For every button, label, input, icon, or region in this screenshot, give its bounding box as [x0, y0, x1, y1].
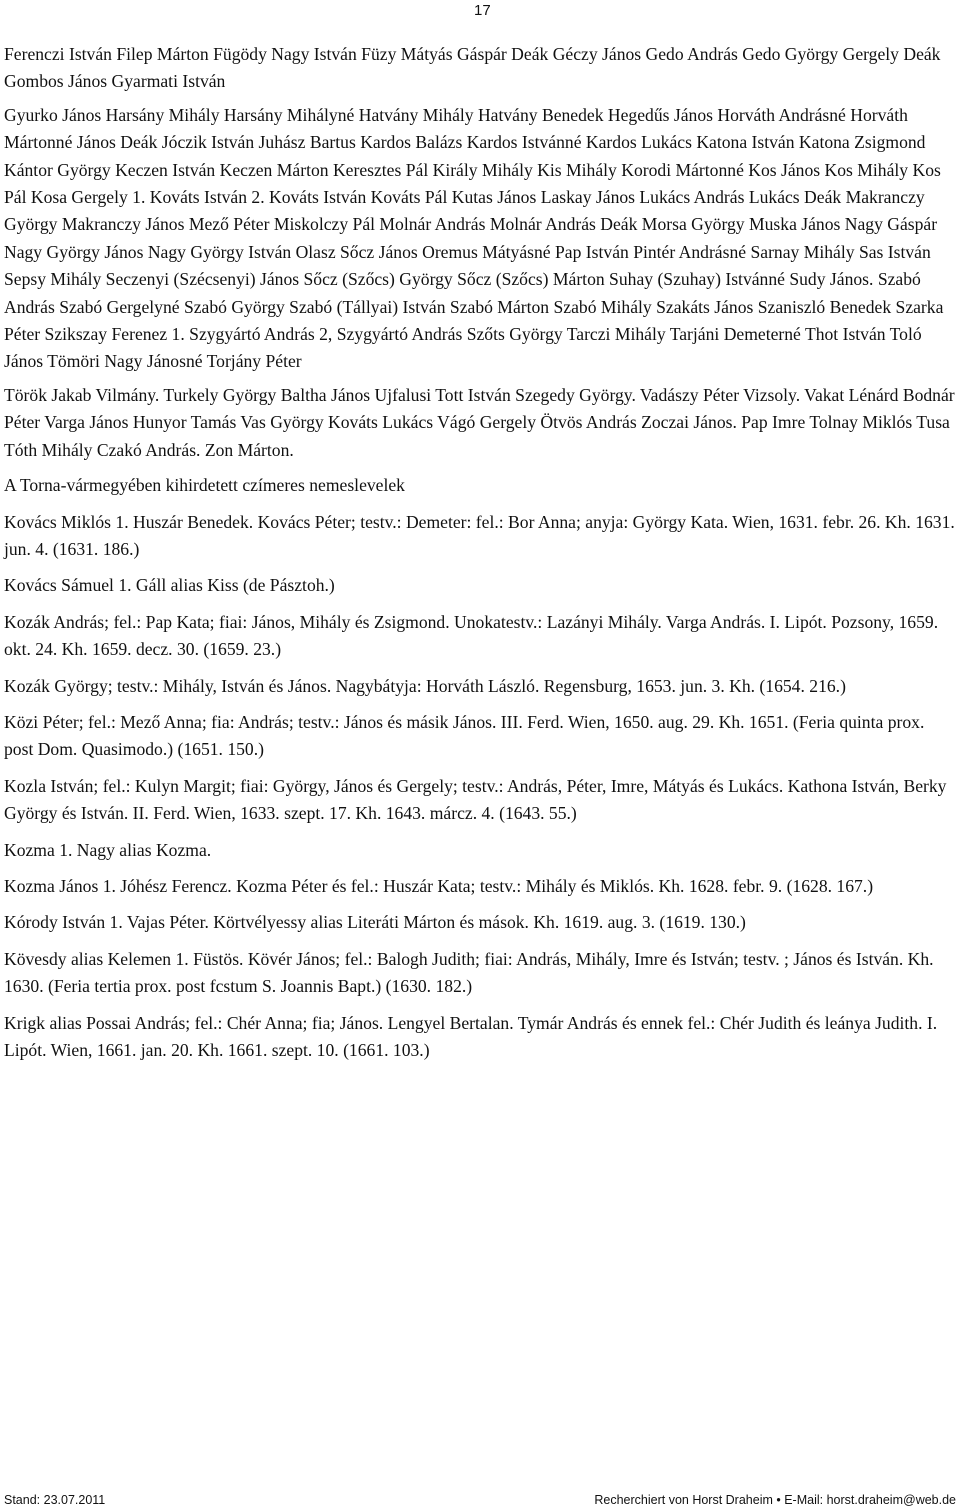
entry-kovesdy: Kövesdy alias Kelemen 1. Füstös. Kövér János; fel.: Balogh Judith; fiai: András, Mihály, Imre és István; testv. ; János és István. Kh. 1630. (Feria tertia prox. post fcstum S. Joannis Bapt.) (1630. 182.) [4, 948, 934, 997]
page-number: 17 [474, 2, 491, 19]
paragraph-name-list-2: Gyurko János Harsány Mihály Harsány Mihályné Hatvány Mihály Hatvány Benedek Hegedűs János Horváth Andrásné Horváth Mártonné János Deák Jóczik István Juhász Bartus Kardos Balázs Kardos Istvánné Kardos Lukács Katona István Katona Zsigmond Kántor György Keczen István Keczen Márton Keresztes Pál Király Mihály Kis Mihály Korodi Mártonné Kos János Kos Mihály Kos Pál Kosa Gergely 1. Kováts István 2. Kováts István Kováts Pál Kutas János Laskay János Lukács András Lukács Deák Makranczy György Makranczy János Mező Péter Miskolczy Pál Molnár András Molnár András Deák Morsa György Muska János Nagy Gáspár Nagy György János Nagy György István Olasz Sőcz János Oremus Mátyásné Pap István Pintér Andrásné Sarnay Mihály Sas István Sepsy Mihály Seczenyi (Szécsenyi) János Sőcz (Szőcs) György Sőcz (Szőcs) Márton Suhay (Szuhay) Istvánné Sudy János. Szabó András Szabó Gergelyné Szabó György Szabó (Tállyai) István Szabó Márton Szabó Mihály Szakáts János Szaniszló Benedek Szarka Péter Szikszay Ferenez 1. Szygyártó András 2, Szygyártó András Szőts György Tarczi Mihály Tarjáni Demeterné Thot István Toló János Tömöri Nagy Jánosné Torjány Péter [4, 104, 944, 372]
entry-kozak-andras: Kozák András; fel.: Pap Kata; fiai: János, Mihály és Zsigmond. Unokatestv.: Lazányi Mihály. Varga András. I. Lipót. Pozsony, 1659. okt. 24. Kh. 1659. decz. 30. (1659. 23.) [4, 611, 939, 660]
entry-kozak-gyorgy: Kozák György; testv.: Mihály, István és János. Nagybátyja: Horváth László. Regensburg, 1653. jun. 3. Kh. (1654. 216.) [4, 675, 846, 696]
entry-korody-istvan: Kórody István 1. Vajas Péter. Körtvélyessy alias Literáti Márton és mások. Kh. 1619. aug. 3. (1619. 130.) [4, 912, 746, 933]
paragraph-name-list-3: Török Jakab Vilmány. Turkely György Baltha János Ujfalusi Tott István Szegedy György. Vadászy Péter Vizsoly. Vakat Lénárd Bodnár Péter Varga János Hunyor Tamás Vas György Kováts Lukács Vágó Gergely Ötvös András Zoczai János. Pap Imre Tolnay Miklós Tusa Tóth Mihály Czakó András. Zon Márton. [4, 384, 955, 460]
entry-kozla-istvan: Kozla István; fel.: Kulyn Margit; fiai: György, János és Gergely; testv.: András, Péter, Imre, Mátyás és Lukács. Kathona István, Berky György és István. II. Ferd. Wien, 1633. szept. 17. Kh. 1643. márcz. 4. (1643. 55.) [4, 775, 947, 824]
section-heading: A Torna-vármegyében kihirdetett czímeres nemeslevelek [4, 475, 405, 496]
footer-date: Stand: 23.07.2011 [4, 1493, 106, 1507]
document-body [4, 41, 957, 1064]
entry-kozma-janos: Kozma János 1. Jóhész Ferencz. Kozma Péter és fel.: Huszár Kata; testv.: Mihály és Miklós. Kh. 1628. febr. 9. (1628. 167.) [4, 875, 874, 896]
entry-krigk: Krigk alias Possai András; fel.: Chér Anna; fia; János. Lengyel Bertalan. Tymár András és ennek fel.: Chér Judith és leánya Judith. I. Lipót. Wien, 1661. jan. 20. Kh. 1661. szept. 10. (1661. 103.) [4, 1012, 938, 1060]
page-footer [0, 1489, 960, 1511]
footer-credit: Recherchiert von Horst Draheim • E-Mail: horst.draheim@web.de [594, 1493, 956, 1507]
entry-kozi-peter: Közi Péter; fel.: Mező Anna; fia: András; testv.: János és másik János. III. Ferd. Wien, 1650. aug. 29. Kh. 1651. (Feria quinta prox. post Dom. Quasimodo.) (1651. 150.) [4, 711, 925, 760]
entry-kovacs-samuel: Kovács Sámuel 1. Gáll alias Kiss (de Pásztoh.) [4, 575, 335, 596]
paragraph-name-list-1: Ferenczi István Filep Márton Fügödy Nagy István Füzy Mátyás Gáspár Deák Géczy János Gedo András Gedo György Gergely Deák Gombos János Gyarmati István [4, 44, 941, 92]
entry-kovacs-miklos: Kovács Miklós 1. Huszár Benedek. Kovács Péter; testv.: Demeter: fel.: Bor Anna; anyja: György Kata. Wien, 1631. febr. 26. Kh. 1631. jun. 4. (1631. 186.) [4, 511, 955, 559]
entry-kozma: Kozma 1. Nagy alias Kozma. [4, 839, 212, 860]
